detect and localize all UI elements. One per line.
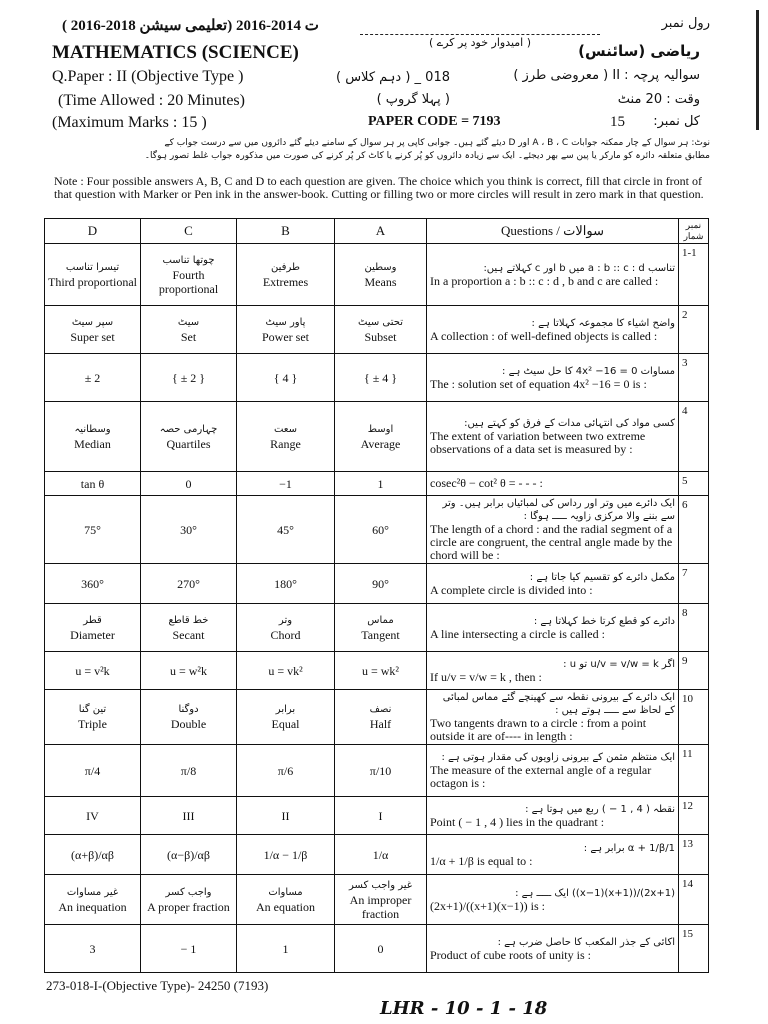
question-english: A line intersecting a circle is called :: [430, 626, 605, 641]
option-c-text: − 1: [180, 941, 197, 956]
question-cell: [427, 875, 679, 925]
option-b: [237, 496, 335, 564]
option-c-text: Fourth proportional: [158, 267, 219, 296]
option-b: [237, 604, 335, 652]
question-urdu: (2x+1)/((x+1)(x−1)) ایک ـــــ ہے :: [515, 887, 675, 899]
option-a: [335, 690, 427, 745]
option-c-text: Quartiles: [166, 436, 211, 451]
table-row: [45, 835, 709, 875]
time-allowed: (Time Allowed : 20 Minutes): [58, 92, 245, 109]
option-d-text: 360°: [81, 576, 104, 591]
question-paper-type: Q.Paper : II (Objective Type ): [52, 68, 244, 85]
option-d: [45, 690, 141, 745]
option-c: [141, 690, 237, 745]
option-c-text: (α−β)/αβ: [167, 847, 210, 862]
option-d: [45, 496, 141, 564]
roll-number-field[interactable]: [360, 20, 600, 35]
option-b-urdu: طرفین: [271, 261, 300, 273]
question-number: 8: [679, 604, 709, 652]
question-cell: [427, 835, 679, 875]
option-d: [45, 402, 141, 472]
option-d: [45, 354, 141, 402]
option-a: [335, 652, 427, 690]
question-urdu: ایک دائرے میں وتر اور رداس کی لمبائیاں برابر ہیں۔ وتر سے بننے والا مرکزی زاویہ ـــــ ہوگا :: [442, 498, 675, 522]
option-d-urdu: وسطانیہ: [74, 423, 111, 435]
option-d-text: IV: [86, 808, 99, 823]
question-number: 3: [679, 354, 709, 402]
option-b: [237, 306, 335, 354]
note-english: Note : Four possible answers A, B, C and D to each question are given. The choice which you think is correct, fill that circle in front of that question with Marker or Pen ink in the answer-book. Cutting or filling two or more circles will result in zero mark in that question.: [54, 174, 704, 201]
option-c: [141, 306, 237, 354]
option-a: [335, 472, 427, 496]
option-a: [335, 564, 427, 604]
question-number: 5: [679, 472, 709, 496]
option-b: [237, 797, 335, 835]
option-c: [141, 244, 237, 306]
note-urdu-line-2: مطابق متعلقہ دائرہ کو مارکر یا پین سے بھر دیجئے۔ ایک سے زیادہ دائروں کو پُر کرنے یا کاٹ کر پُر کرنے کی صورت میں مذکورہ جواب غلط تصور ہوگا۔: [144, 151, 710, 161]
question-cell: [427, 797, 679, 835]
marks-value-urdu: 15: [610, 114, 625, 130]
option-d: [45, 604, 141, 652]
column-header-b: B: [237, 219, 335, 244]
option-a-text: π/10: [369, 763, 392, 778]
table-row: [45, 306, 709, 354]
column-header-a: A: [335, 219, 427, 244]
option-a: [335, 354, 427, 402]
option-b: [237, 564, 335, 604]
option-b: [237, 690, 335, 745]
column-header-c: C: [141, 219, 237, 244]
option-d: [45, 244, 141, 306]
question-number: 2: [679, 306, 709, 354]
question-urdu: نقطہ ( 4 , 1 − ) ربع میں ہوتا ہے :: [525, 803, 675, 815]
option-b-text: u = vk²: [268, 663, 303, 678]
option-b: [237, 354, 335, 402]
option-b-text: π/6: [277, 763, 294, 778]
option-b-urdu: پاور سیٹ: [265, 316, 306, 328]
question-urdu: مکمل دائرے کو تقسیم کیا جاتا ہے :: [529, 571, 675, 583]
question-urdu: اکائی کے جذر المکعب کا حاصل ضرب ہے :: [497, 936, 675, 948]
option-a-text: I: [378, 808, 383, 823]
option-d-text: (α+β)/αβ: [71, 847, 114, 862]
table-row: [45, 402, 709, 472]
option-a: [335, 835, 427, 875]
question-number: 7: [679, 564, 709, 604]
option-a: [335, 875, 427, 925]
option-c-text: u = w²k: [169, 663, 208, 678]
option-b-urdu: سعت: [273, 423, 298, 435]
option-b-text: Extremes: [262, 274, 309, 289]
option-d-text: An inequation: [58, 899, 127, 914]
question-cell: [427, 564, 679, 604]
option-a-text: u = wk²: [361, 663, 400, 678]
option-a-text: Average: [360, 436, 401, 451]
table-row: [45, 604, 709, 652]
session-label: ( 2016-2018 ت 2014-2016 (تعلیمی سیشن: [62, 18, 319, 34]
option-b-urdu: وتر: [278, 614, 293, 626]
option-d-urdu: تیسرا تناسب: [65, 261, 120, 273]
option-c-text: 270°: [177, 576, 200, 591]
question-paper-type-urdu: سوالیہ پرچہ : II ( معروضی طرز ): [513, 68, 700, 83]
option-c: [141, 925, 237, 973]
option-c-text: { ± 2 }: [171, 370, 206, 385]
time-allowed-urdu: وقت : 20 منٹ: [617, 92, 700, 107]
question-urdu: 1/α + 1/β برابر ہے :: [583, 842, 675, 854]
option-a-text: Tangent: [361, 627, 400, 642]
option-a: [335, 244, 427, 306]
option-d: [45, 564, 141, 604]
handwritten-date: LHR - 10 - 1 - 18: [380, 998, 548, 1019]
option-b: [237, 925, 335, 973]
option-a: [335, 402, 427, 472]
option-b: [237, 402, 335, 472]
option-a-text: An improper fraction: [349, 892, 412, 921]
option-c-urdu: دوگنا: [178, 704, 199, 715]
option-c: [141, 472, 237, 496]
option-d-urdu: غیر مساوات: [66, 886, 119, 898]
option-d-text: Super set: [70, 329, 115, 344]
table-row: [45, 745, 709, 797]
option-c-text: 0: [185, 476, 192, 491]
option-b-text: 180°: [274, 576, 297, 591]
question-number: 15: [679, 925, 709, 973]
option-d-text: 3: [89, 941, 96, 956]
question-english: A complete circle is divided into :: [430, 582, 593, 597]
subject-title: MATHEMATICS (SCIENCE): [52, 42, 299, 63]
question-number: 11: [679, 745, 709, 797]
option-d-text: u = v²k: [75, 663, 110, 678]
option-b-text: { 4 }: [273, 370, 298, 385]
option-a-text: 1: [377, 476, 384, 491]
question-english: Two tangents drawn to a circle : from a point outside it are of---- in length :: [430, 716, 647, 743]
option-b-text: Range: [270, 436, 301, 451]
option-b-urdu: برابر: [275, 704, 296, 715]
option-b-text: 1: [282, 941, 289, 956]
question-number: 6: [679, 496, 709, 564]
option-d-urdu: قطر: [83, 614, 102, 626]
question-english: If u/v = v/w = k , then :: [430, 669, 542, 684]
option-b-text: Chord: [270, 627, 301, 642]
option-d: [45, 306, 141, 354]
table-row: [45, 472, 709, 496]
option-a-text: Subset: [364, 329, 397, 344]
question-urdu: واضح اشیاء کا مجموعہ کہلاتا ہے :: [531, 317, 675, 329]
option-a-urdu: اوسط: [367, 423, 394, 435]
question-cell: [427, 402, 679, 472]
page-edge-mark: [756, 10, 759, 130]
option-a-urdu: تحتی سیٹ: [358, 316, 403, 328]
question-english: In a proportion a : b :: c : d , b and c are called :: [430, 273, 659, 288]
option-d-text: tan θ: [80, 476, 105, 491]
option-c: [141, 745, 237, 797]
option-a-text: 0: [377, 941, 384, 956]
option-d: [45, 835, 141, 875]
option-a-urdu: وسطین: [364, 261, 397, 273]
option-d: [45, 875, 141, 925]
option-c-text: A proper fraction: [147, 899, 230, 914]
question-urdu: ایک دائرے کے بیرونی نقطہ سے کھینچے گئے مماس لمبائی کے لحاظ سے ـــــ ہوتے ہیں :: [442, 692, 675, 716]
table-row: [45, 244, 709, 306]
option-a-urdu: مماس: [367, 614, 394, 626]
class-code: 018 _ ( دہم کلاس ): [335, 70, 450, 85]
option-a-text: 60°: [372, 522, 389, 537]
option-d-text: Median: [74, 436, 111, 451]
question-urdu: ایک منتظم مثمن کے بیرونی زاویوں کی مقدار ہوتی ہے :: [441, 752, 675, 763]
marks-label-urdu: کل نمبر:: [653, 114, 700, 129]
option-c-text: Secant: [172, 627, 205, 642]
option-b: [237, 835, 335, 875]
question-number: 9: [679, 652, 709, 690]
option-d-text: Triple: [78, 717, 107, 731]
question-cell: [427, 306, 679, 354]
question-cell: [427, 745, 679, 797]
table-row: [45, 875, 709, 925]
option-a: [335, 745, 427, 797]
question-english: The length of a chord : and the radial segment of a circle are congruent, the central angle made by the chord will be :: [430, 522, 673, 562]
option-c-text: III: [182, 808, 195, 823]
option-c-urdu: سیٹ: [177, 316, 200, 328]
option-d-urdu: سپر سیٹ: [71, 316, 114, 328]
option-d-urdu: تین گنا: [78, 704, 107, 715]
question-urdu: دائرے کو قطع کرتا خط کہلاتا ہے :: [533, 615, 675, 627]
table-row: [45, 797, 709, 835]
question-urdu: تناسب a : b :: c : d میں b اور c کہلاتے ہیں:: [483, 262, 675, 274]
option-d-text: π/4: [84, 763, 101, 778]
question-urdu: اگر u/v = v/w = k تو u :: [563, 658, 675, 670]
question-number: 14: [679, 875, 709, 925]
option-d-text: 75°: [84, 522, 101, 537]
question-cell: [427, 652, 679, 690]
question-english: A collection : of well-defined objects is called :: [430, 328, 658, 343]
option-c: [141, 604, 237, 652]
option-a: [335, 797, 427, 835]
option-a-urdu: غیر واجب کسر: [349, 879, 412, 891]
table-row: [45, 925, 709, 973]
question-english: The extent of variation between two extreme observations of a data set is measured by :: [430, 429, 646, 456]
question-number: 1-1: [679, 244, 709, 306]
question-cell: [427, 925, 679, 973]
option-c-urdu: چہارمی حصہ: [159, 423, 218, 435]
option-c: [141, 354, 237, 402]
roll-number-label: رول نمبر: [661, 16, 710, 31]
question-english: Point ( − 1 , 4 ) lies in the quadrant :: [430, 814, 605, 829]
option-b: [237, 472, 335, 496]
maximum-marks: (Maximum Marks : 15 ): [52, 114, 207, 131]
option-c: [141, 835, 237, 875]
option-d: [45, 797, 141, 835]
question-number: 4: [679, 402, 709, 472]
option-c-text: Double: [170, 717, 207, 731]
table-row: [45, 690, 709, 745]
option-a-text: 90°: [372, 576, 389, 591]
question-number: 12: [679, 797, 709, 835]
column-header-number: نمبر شمار: [679, 219, 709, 244]
paper-code: PAPER CODE = 7193: [368, 114, 501, 129]
table-row: [45, 564, 709, 604]
question-urdu: مساوات 4x² −16 = 0 کا حل سیٹ ہے :: [502, 365, 675, 377]
question-cell: [427, 604, 679, 652]
option-c-text: Set: [180, 329, 197, 344]
column-header-questions: Questions / سوالات: [427, 219, 679, 244]
option-b: [237, 745, 335, 797]
option-a: [335, 306, 427, 354]
question-english: The : solution set of equation 4x² −16 = 0 is :: [430, 376, 647, 391]
question-english: Product of cube roots of unity is :: [430, 947, 591, 962]
option-c-text: π/8: [180, 763, 197, 778]
option-d-text: Third proportional: [48, 274, 137, 289]
option-a-urdu: نصف: [369, 704, 392, 715]
candidate-note: ( امیدوار خود پر کرے ): [428, 36, 532, 49]
option-c-text: 30°: [180, 522, 197, 537]
question-english: 1/α + 1/β is equal to :: [430, 853, 533, 868]
option-d: [45, 745, 141, 797]
option-c-urdu: چوتھا تناسب: [162, 254, 215, 266]
option-b-text: An equation: [256, 899, 315, 914]
question-cell: [427, 354, 679, 402]
option-d: [45, 652, 141, 690]
question-urdu: کسی مواد کی انتہائی مدات کے فرق کو کہتے ہیں:: [464, 418, 675, 429]
question-number: 13: [679, 835, 709, 875]
question-cell: [427, 472, 679, 496]
option-a-text: { ± 4 }: [363, 370, 398, 385]
note-urdu-line-1: نوٹ: ہر سوال کے چار ممکنہ جوابات A ، B ، C اور D دیئے گئے ہیں۔ جوابی کاپی پر ہر سوال کے سامنے دیئے گئے دائروں میں سے درست جواب کے: [164, 138, 710, 148]
column-header-d: D: [45, 219, 141, 244]
option-c-urdu: واجب کسر: [165, 886, 212, 898]
option-d-text: ± 2: [84, 370, 101, 385]
option-a: [335, 604, 427, 652]
question-english: cosec²θ − cot² θ = - - - :: [430, 476, 543, 490]
table-row: [45, 652, 709, 690]
option-b: [237, 244, 335, 306]
question-cell: [427, 496, 679, 564]
option-d: [45, 925, 141, 973]
table-row: [45, 354, 709, 402]
question-english: (2x+1)/((x+1)(x−1)) is :: [430, 898, 545, 913]
option-c-urdu: خط قاطع: [168, 614, 209, 626]
question-english: The measure of the external angle of a regular octagon is :: [430, 763, 652, 790]
group-label: ( پہلا گروپ ): [376, 92, 450, 107]
option-a-text: 1/α: [372, 847, 389, 862]
option-d: [45, 472, 141, 496]
option-b-text: Power set: [262, 329, 309, 344]
questions-table: [44, 218, 709, 973]
option-c: [141, 797, 237, 835]
option-b-urdu: مساوات: [268, 886, 303, 898]
option-c: [141, 652, 237, 690]
question-cell: [427, 244, 679, 306]
subject-title-urdu: ریاضی (سائنس): [578, 42, 700, 60]
option-b-text: 45°: [277, 522, 294, 537]
option-a-text: Means: [364, 274, 397, 289]
option-a: [335, 925, 427, 973]
question-cell: [427, 690, 679, 745]
option-a-text: Half: [369, 717, 392, 731]
option-c: [141, 875, 237, 925]
option-b: [237, 875, 335, 925]
option-b-text: −1: [279, 476, 292, 491]
question-number: 10: [679, 690, 709, 745]
option-b-text: 1/α − 1/β: [263, 847, 308, 862]
footer-code: 273-018-I-(Objective Type)- 24250 (7193): [46, 978, 269, 993]
option-a: [335, 496, 427, 564]
option-c: [141, 496, 237, 564]
option-b-text: Equal: [271, 717, 300, 731]
table-row: [45, 496, 709, 564]
option-d-text: Diameter: [70, 627, 115, 642]
option-b: [237, 652, 335, 690]
option-b-text: II: [281, 808, 290, 823]
option-c: [141, 564, 237, 604]
option-c: [141, 402, 237, 472]
